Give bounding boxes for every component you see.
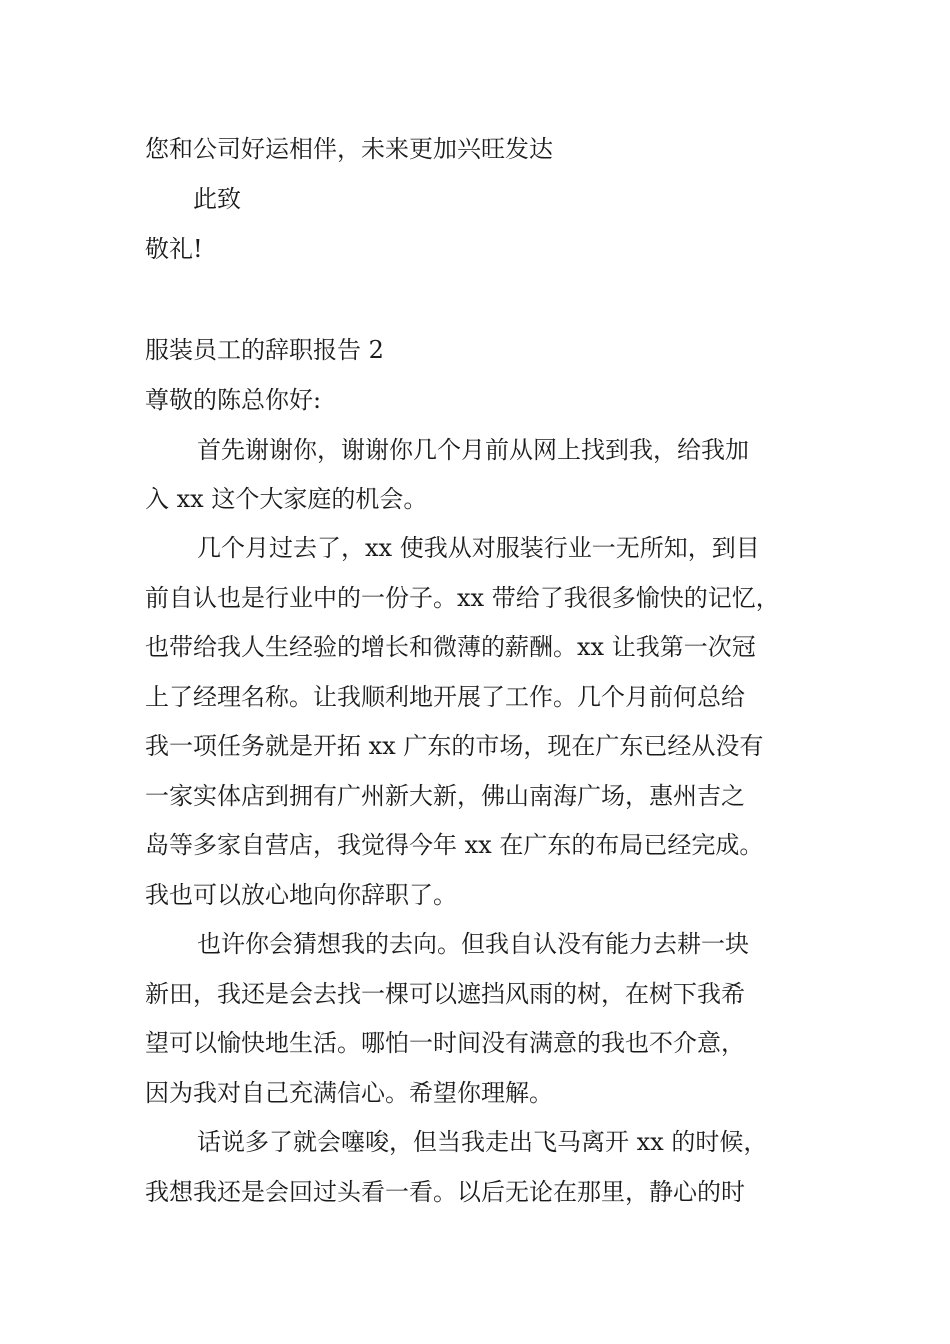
paragraph-line: 新田，我还是会去找一棵可以遮挡风雨的树，在树下我希: [145, 980, 745, 1008]
paragraph-line: 也许你会猜想我的去向。但我自认没有能力去耕一块: [197, 930, 749, 958]
greeting: 尊敬的陈总你好:: [145, 386, 322, 414]
paragraph-line: 上了经理名称。让我顺利地开展了工作。几个月前何总给: [145, 683, 745, 711]
paragraph-line: 我一项任务就是开拓 xx 广东的市场，现在广东已经从没有: [145, 732, 764, 760]
paragraph-line: 岛等多家自营店，我觉得今年 xx 在广东的布局已经完成。: [145, 831, 764, 859]
closing-line: 您和公司好运相伴，未来更加兴旺发达: [145, 135, 553, 163]
paragraph-line: 我想我还是会回过头看一看。以后无论在那里，静心的时: [145, 1178, 745, 1206]
paragraph-line: 首先谢谢你，谢谢你几个月前从网上找到我，给我加: [197, 436, 749, 464]
paragraph-line: 因为我对自己充满信心。希望你理解。: [145, 1079, 553, 1107]
paragraph-line: 我也可以放心地向你辞职了。: [145, 881, 457, 909]
paragraph-line: 入 xx 这个大家庭的机会。: [145, 485, 428, 513]
paragraph-line: 几个月过去了，xx 使我从对服装行业一无所知，到目: [197, 534, 760, 562]
salutation-cizhi: 此致: [193, 185, 241, 213]
paragraph-line: 望可以愉快地生活。哪怕一时间没有满意的我也不介意，: [145, 1029, 745, 1057]
paragraph-line: 话说多了就会噻唆，但当我走出飞马离开 xx 的时候，: [197, 1128, 768, 1156]
section-title: 服装员工的辞职报告 2: [145, 336, 384, 364]
salutation-jingli: 敬礼!: [145, 235, 203, 263]
paragraph-line: 前自认也是行业中的一份子。xx 带给了我很多愉快的记忆，: [145, 584, 780, 612]
paragraph-line: 也带给我人生经验的增长和微薄的薪酬。xx 让我第一次冠: [145, 633, 756, 661]
paragraph-line: 一家实体店到拥有广州新大新，佛山南海广场，惠州吉之: [145, 782, 745, 810]
